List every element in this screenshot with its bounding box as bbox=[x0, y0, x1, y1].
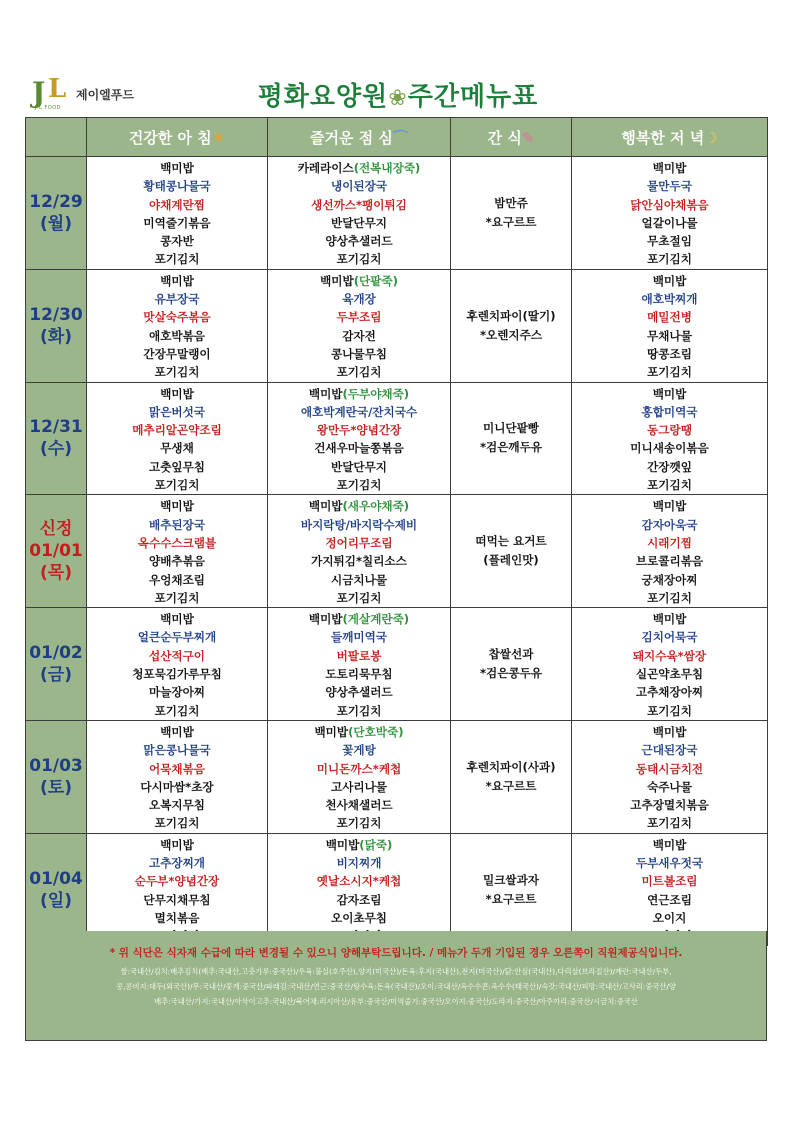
menu-item: 오이초무침 bbox=[331, 910, 387, 925]
breakfast-cell bbox=[87, 269, 268, 382]
menu-item: 비지찌개 bbox=[336, 855, 382, 870]
jl-logo-icon: J L J.L FOOD bbox=[32, 74, 67, 111]
menu-item: 백미밥 bbox=[160, 161, 194, 175]
menu-item: 백미밥 bbox=[160, 386, 194, 401]
lunch-cell bbox=[268, 833, 451, 946]
menu-item: 시래기찜 bbox=[647, 535, 692, 550]
snack-cell bbox=[451, 382, 572, 495]
header-row bbox=[26, 118, 768, 157]
snack-item: 미니단팥빵 bbox=[483, 421, 539, 436]
menu-item: 포기김치 bbox=[647, 703, 692, 718]
menu-item: 양상추샐러드 bbox=[325, 234, 393, 249]
origin-line: 배추:국내산/가지:국내산/아삭이고추:국내산/북어채:러시아산/유부:중국산/미역줄기:중국산/오이지:중국산/도라지:중국산/아주까리:중국산/시금치:중국산 bbox=[154, 997, 638, 1006]
notice-text: * 위 식단은 식자재 수급에 따라 변경될 수 있으니 양해부탁드립니다. / 메뉴가 두개 기입된 경우 오른쪽이 직원제공식입니다. bbox=[109, 947, 683, 959]
menu-item: 백미밥 bbox=[652, 837, 687, 852]
menu-item: 꽃게탕 bbox=[342, 743, 376, 758]
menu-item: 백미밥 bbox=[652, 273, 687, 288]
menu-item: 배추된장국 bbox=[149, 517, 205, 532]
snack-item: *검은깨두유 bbox=[479, 440, 543, 455]
snack-item: 후렌치파이(딸기) bbox=[466, 308, 556, 323]
menu-item: 메밀전병 bbox=[647, 310, 692, 325]
menu-item: 우엉채조림 bbox=[149, 572, 205, 587]
menu-item: 섭산적구이 bbox=[149, 648, 205, 663]
menu-item: 연근조림 bbox=[647, 892, 692, 907]
lunch-cell bbox=[268, 720, 451, 833]
menu-item: 시금치나물 bbox=[331, 572, 387, 587]
header-dinner: 행복한 저 녁☽ bbox=[572, 118, 768, 157]
brand-name: 제이엘푸드 bbox=[76, 87, 134, 102]
date-cell bbox=[26, 382, 87, 495]
menu-item: 오복지무침 bbox=[149, 798, 205, 813]
menu-item: 감자조림 bbox=[336, 892, 382, 907]
page-title: 평화요양원❀주간메뉴표 bbox=[257, 82, 539, 112]
menu-item: 근대된장국 bbox=[641, 743, 698, 758]
moon-icon: ☽ bbox=[704, 128, 718, 147]
menu-item: 반달단무지 bbox=[331, 215, 387, 230]
snack-item: *오렌지주스 bbox=[479, 327, 543, 342]
date-cell bbox=[26, 720, 87, 833]
lunch-cell bbox=[268, 269, 451, 382]
menu-item: 얼갈이나물 bbox=[641, 215, 698, 230]
menu-item: 들깨미역국 bbox=[331, 630, 387, 645]
menu-item: 포기김치 bbox=[647, 816, 692, 831]
menu-item: 건새우마늘쫑볶음 bbox=[314, 441, 404, 456]
corner-cell bbox=[26, 118, 87, 157]
header-snack: 간 식✎ bbox=[451, 118, 572, 157]
menu-item: 백미밥 bbox=[160, 499, 194, 514]
snack-item: *요구르트 bbox=[485, 214, 537, 229]
menu-item: 백미밥 bbox=[652, 724, 687, 739]
menu-item: 포기김치 bbox=[336, 703, 382, 718]
menu-item: 가지튀김*칠리소스 bbox=[311, 554, 407, 569]
menu-item: 청포묵김가루무침 bbox=[132, 667, 222, 682]
snack-item: 밀크쌀과자 bbox=[483, 872, 539, 887]
menu-item: 실곤약초무침 bbox=[635, 667, 704, 682]
lunch-cell bbox=[268, 608, 451, 721]
menu-item: 물만두국 bbox=[647, 179, 692, 194]
brand-logo bbox=[30, 74, 134, 114]
date-label: 12/31 bbox=[29, 417, 83, 438]
breakfast-cell bbox=[87, 382, 268, 495]
menu-item: 바지락탕/바지락수제비 bbox=[300, 517, 418, 532]
dinner-cell bbox=[572, 269, 768, 382]
date-label: 12/29 bbox=[29, 191, 83, 212]
candy-icon: ✎ bbox=[521, 128, 535, 147]
weekday-label: (금) bbox=[40, 665, 72, 686]
menu-item: 백미밥(단팥죽) bbox=[320, 273, 398, 288]
snack-item: 후렌치파이(사과) bbox=[466, 759, 556, 774]
menu-item: 양상추샐러드 bbox=[325, 685, 393, 700]
menu-item: 정어리무조림 bbox=[325, 535, 393, 550]
menu-item: 백미밥 bbox=[652, 161, 687, 175]
menu-item: 간장무말랭이 bbox=[143, 346, 211, 361]
menu-item: 백미밥 bbox=[160, 837, 194, 852]
snack-cell bbox=[451, 269, 572, 382]
menu-item: 콩나물무침 bbox=[331, 346, 387, 361]
snack-item: 밤만쥬 bbox=[494, 195, 528, 210]
menu-item: 어묵채볶음 bbox=[149, 761, 205, 776]
menu-item: 포기김치 bbox=[336, 478, 382, 493]
leaf-icon: ❀ bbox=[388, 86, 408, 111]
menu-item: 옛날소시지*케첩 bbox=[316, 874, 402, 889]
menu-item: 고추채장아찌 bbox=[635, 685, 704, 700]
menu-item: 브로콜리볶음 bbox=[635, 554, 704, 569]
menu-item: 애호박볶음 bbox=[149, 328, 205, 343]
day-row bbox=[26, 608, 768, 721]
menu-item: 고사리나물 bbox=[331, 779, 387, 794]
menu-item: 맛살숙주볶음 bbox=[143, 310, 211, 325]
menu-item: 맑은버섯국 bbox=[149, 404, 205, 419]
menu-item: 고추장멸치볶음 bbox=[630, 798, 709, 813]
menu-item: 무채나물 bbox=[647, 328, 692, 343]
date-label: 01/04 bbox=[29, 868, 83, 889]
date-cell bbox=[26, 608, 87, 721]
menu-item: 동태시금치전 bbox=[635, 761, 704, 776]
dinner-cell bbox=[572, 720, 768, 833]
snack-cell bbox=[451, 833, 572, 946]
menu-item: 미니돈까스*케첩 bbox=[316, 761, 402, 776]
menu-item: 포기김치 bbox=[336, 365, 382, 380]
date-label: 01/02 bbox=[29, 643, 83, 664]
menu-item: 황태콩나물국 bbox=[143, 179, 211, 194]
menu-item: 김치어묵국 bbox=[641, 630, 698, 645]
menu-item: 백미밥(두부야채죽) bbox=[308, 386, 410, 401]
menu-item: 미니새송이볶음 bbox=[630, 441, 709, 456]
date-label: 12/30 bbox=[29, 304, 83, 325]
menu-item: 돼지수육*쌈장 bbox=[632, 648, 707, 663]
menu-item: 포기김치 bbox=[154, 703, 200, 718]
snack-item: 찹쌀선과 bbox=[488, 647, 534, 662]
day-row bbox=[26, 833, 768, 946]
menu-item: 백미밥 bbox=[160, 724, 194, 739]
menu-item: 동그랑땡 bbox=[647, 423, 692, 438]
lunch-cell bbox=[268, 382, 451, 495]
origin-line: 쌀:국내산/김치:배추김치(배추:국내산,고춧가루:중국산)/우육:불실(호주산),양지(미국산)/돈육:후지(국내산),전지(미국산)/닭:안심(국내산),다리살(브라질산)/계란:국내산/두부, bbox=[120, 967, 672, 976]
snack-item: (플레인맛) bbox=[483, 553, 539, 568]
notes-panel bbox=[25, 931, 767, 1041]
menu-item: 포기김치 bbox=[336, 252, 382, 267]
menu-item: 두부조림 bbox=[336, 310, 382, 325]
header-lunch: 즐거운 점 심⌒ bbox=[268, 118, 451, 157]
menu-item: 미역줄기볶음 bbox=[143, 215, 211, 230]
menu-item: 멸치볶음 bbox=[154, 910, 200, 925]
weekday-label: (월) bbox=[40, 213, 72, 234]
menu-item: 포기김치 bbox=[336, 590, 382, 605]
snack-cell bbox=[451, 495, 572, 608]
lunch-cell bbox=[268, 157, 451, 270]
weekday-label: (일) bbox=[40, 890, 72, 911]
menu-item: 백미밥(게살계란죽) bbox=[308, 612, 410, 627]
menu-item: 냉이된장국 bbox=[331, 179, 387, 194]
menu-item: 미트볼조림 bbox=[641, 874, 698, 889]
menu-item: 애호박찌개 bbox=[641, 292, 698, 307]
breakfast-cell bbox=[87, 720, 268, 833]
menu-item: 포기김치 bbox=[154, 252, 200, 267]
menu-item: 단무지채무침 bbox=[143, 892, 211, 907]
menu-item: 포기김치 bbox=[154, 816, 200, 831]
breakfast-cell bbox=[87, 608, 268, 721]
menu-item: 반달단무지 bbox=[331, 459, 387, 474]
weekday-label: (목) bbox=[40, 563, 72, 584]
origin-line: 콩,콩비지:대두(외국산)/무:국내산/꽃게:중국산/파래김:국내산/연근:중국산/탕수육:돈육(국내산)/오이:국내산/옥수수콘:옥수수(태국산)/숙갓:국내산/피망:국내산/고사리:중국산/양 bbox=[116, 982, 676, 991]
snack-item: *요구르트 bbox=[485, 778, 537, 793]
menu-item: 다시마쌈*초장 bbox=[140, 779, 214, 794]
menu-item: 홍합미역국 bbox=[641, 404, 698, 419]
sun-icon: ☀ bbox=[211, 128, 226, 147]
day-row bbox=[26, 382, 768, 495]
menu-item: 백미밥 bbox=[652, 499, 687, 514]
menu-item: 마늘장아찌 bbox=[149, 685, 205, 700]
menu-item: 카레라이스(전복내장죽) bbox=[297, 161, 421, 175]
menu-item: 고추장찌개 bbox=[149, 855, 205, 870]
menu-item: 생선까스*팽이튀김 bbox=[311, 197, 407, 212]
menu-item: 유부장국 bbox=[154, 292, 200, 307]
menu-item: 포기김치 bbox=[336, 816, 382, 831]
breakfast-cell bbox=[87, 157, 268, 270]
menu-item: 백미밥 bbox=[160, 612, 194, 627]
dinner-cell bbox=[572, 495, 768, 608]
menu-item: 얼큰순두부찌개 bbox=[137, 630, 217, 645]
menu-item: 포기김치 bbox=[154, 590, 200, 605]
menu-item: 왕만두*양념간장 bbox=[316, 423, 402, 438]
menu-item: 콩자반 bbox=[160, 234, 194, 249]
date-cell bbox=[26, 833, 87, 946]
menu-item: 포기김치 bbox=[647, 590, 692, 605]
weekly-menu-table bbox=[25, 117, 768, 946]
date-cell bbox=[26, 495, 87, 608]
day-row bbox=[26, 720, 768, 833]
menu-item: 백미밥 bbox=[652, 386, 687, 401]
menu-item: 감자아욱국 bbox=[641, 517, 698, 532]
date-label: 01/03 bbox=[29, 755, 83, 776]
date-cell bbox=[26, 157, 87, 270]
menu-item: 야채계란찜 bbox=[149, 197, 205, 212]
day-row bbox=[26, 269, 768, 382]
menu-item: 감자전 bbox=[342, 328, 376, 343]
dinner-cell bbox=[572, 382, 768, 495]
dinner-cell bbox=[572, 833, 768, 946]
menu-item: 포기김치 bbox=[647, 478, 692, 493]
menu-item: 닭안심야채볶음 bbox=[630, 197, 709, 212]
menu-item: 맑은콩나물국 bbox=[143, 743, 211, 758]
dinner-cell bbox=[572, 157, 768, 270]
snack-cell bbox=[451, 157, 572, 270]
menu-item: 고춧잎무침 bbox=[149, 459, 205, 474]
snack-cell bbox=[451, 720, 572, 833]
menu-item: 오이지 bbox=[652, 910, 687, 925]
weekday-label: (화) bbox=[40, 326, 72, 347]
menu-item: 무초절임 bbox=[647, 234, 692, 249]
day-row bbox=[26, 495, 768, 608]
menu-item: 포기김치 bbox=[647, 365, 692, 380]
breakfast-cell bbox=[87, 495, 268, 608]
menu-item: 천사채샐러드 bbox=[325, 798, 393, 813]
menu-item: 숙주나물 bbox=[647, 779, 692, 794]
origin-info bbox=[26, 960, 766, 1009]
menu-item: 포기김치 bbox=[154, 478, 200, 493]
date-cell bbox=[26, 269, 87, 382]
menu-item: 애호박계란국/잔치국수 bbox=[300, 404, 418, 419]
menu-item: 백미밥 bbox=[652, 612, 687, 627]
menu-item: 육개장 bbox=[342, 292, 376, 307]
rainbow-icon: ⌒ bbox=[392, 128, 408, 147]
menu-item: 양배추볶음 bbox=[149, 554, 205, 569]
menu-item: 백미밥 bbox=[160, 273, 194, 288]
menu-item: 순두부*양념간장 bbox=[134, 874, 220, 889]
weekday-label: (수) bbox=[40, 439, 72, 460]
menu-item: 백미밥(닭죽) bbox=[325, 837, 393, 852]
dinner-cell bbox=[572, 608, 768, 721]
menu-item: 메추리알곤약조림 bbox=[132, 423, 222, 438]
snack-item: 떠먹는 요거트 bbox=[475, 534, 547, 549]
weekday-label: (토) bbox=[40, 777, 72, 798]
menu-item: 간장깻잎 bbox=[647, 459, 692, 474]
menu-item: 옥수수스크램블 bbox=[137, 535, 217, 550]
day-row bbox=[26, 157, 768, 270]
menu-item: 버팔로봉 bbox=[336, 648, 382, 663]
header-breakfast: 건강한 아 침☀ bbox=[87, 118, 268, 157]
menu-item: 두부새우젓국 bbox=[635, 855, 704, 870]
menu-item: 무생채 bbox=[160, 441, 194, 456]
snack-item: *요구르트 bbox=[485, 891, 537, 906]
menu-item: 포기김치 bbox=[154, 365, 200, 380]
snack-item: *검은콩두유 bbox=[479, 666, 543, 681]
snack-cell bbox=[451, 608, 572, 721]
menu-item: 포기김치 bbox=[647, 252, 692, 267]
holiday-label: 신정 bbox=[39, 519, 73, 540]
lunch-cell bbox=[268, 495, 451, 608]
date-label: 01/01 bbox=[29, 541, 83, 562]
menu-item: 궁채장아찌 bbox=[641, 572, 698, 587]
menu-item: 도토리묵무침 bbox=[325, 667, 393, 682]
menu-item: 땅콩조림 bbox=[647, 346, 692, 361]
menu-item: 백미밥(새우야채죽) bbox=[308, 499, 410, 514]
menu-item: 백미밥(단호박죽) bbox=[314, 724, 404, 739]
breakfast-cell bbox=[87, 833, 268, 946]
